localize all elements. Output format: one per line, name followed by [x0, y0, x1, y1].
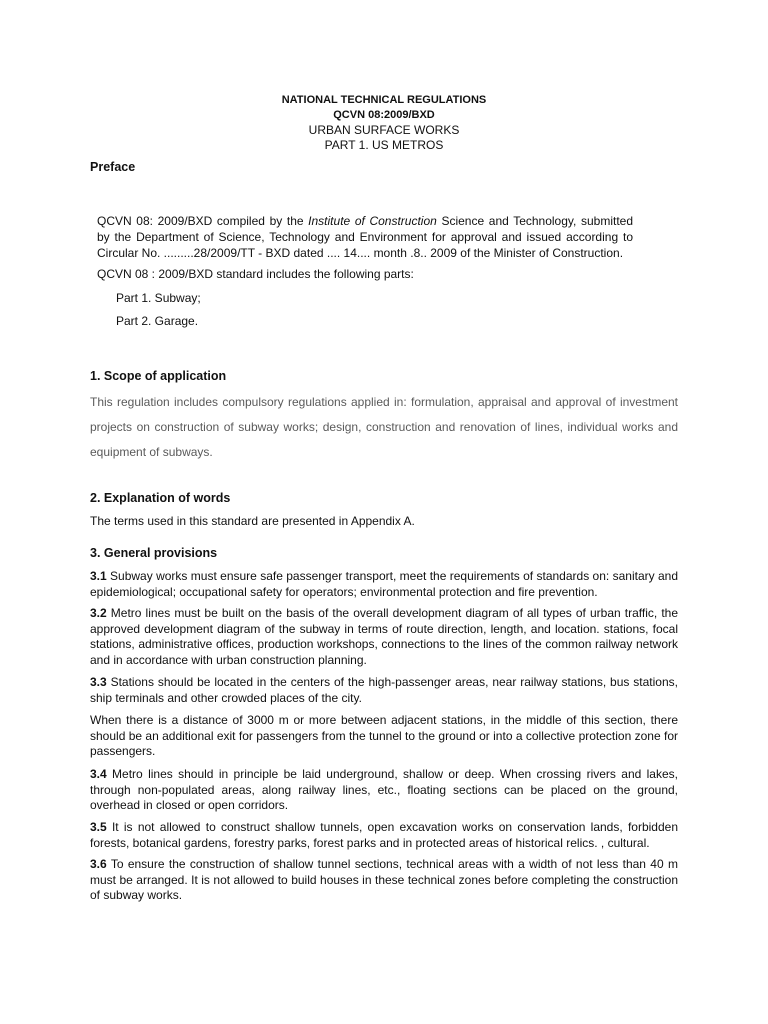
provision-text: Stations should be located in the centers of the high-passenger areas, near railway stations, bus stations, ship terminals and other crowded places of the city. [90, 675, 678, 705]
preface-text-end: Science and Technology, submitted by the Department of Science, Technology and Environment for approval and issued according to Circular No. .........28/2009/TT - BXD dated .... 14.... month .8.. 2009 of the Minister of Construction. [97, 214, 633, 260]
regulation-code: QCVN 08:2009/BXD [333, 109, 435, 121]
part-2-item: Part 2. Garage. [116, 314, 199, 328]
document-header [0, 93, 768, 153]
provision-text: Subway works must ensure safe passenger transport, meet the requirements of standards on: sanitary and epidemiological; occupational safety for operators; environmental protection and fire prevention. [90, 569, 678, 599]
provision-3-5 [90, 820, 678, 851]
preface-heading: Preface [90, 160, 136, 174]
provision-number: 3.3 [90, 675, 107, 689]
regulation-title: NATIONAL TECHNICAL REGULATIONS [281, 94, 487, 106]
provision-number: 3.1 [90, 569, 107, 583]
regulation-part: PART 1. US METROS [324, 138, 444, 152]
provision-3-2 [90, 606, 678, 668]
provision-3-1 [90, 569, 678, 600]
provision-3-4 [90, 767, 678, 814]
provision-3-3 [90, 675, 678, 706]
preface-institute-italic: Institute of Construction [308, 214, 437, 228]
provision-3-6 [90, 857, 678, 904]
section-words-heading: 2. Explanation of words [90, 491, 231, 505]
provision-number: 3.5 [90, 820, 107, 834]
provision-number: 3.4 [90, 767, 107, 781]
preface-paragraph [97, 213, 633, 261]
parts-intro: QCVN 08 : 2009/BXD standard includes the following parts: [97, 267, 414, 281]
provision-number: 3.6 [90, 857, 107, 871]
section-scope-text: This regulation includes compulsory regulations applied in: formulation, appraisal and approval of investment projects on construction of subway works; design, construction and renovation of lines, individual works and equipment of subways. [90, 395, 678, 459]
section-general-heading: 3. General provisions [90, 546, 218, 560]
provision-3-3-continued: When there is a distance of 3000 m or more between adjacent stations, in the middle of this section, there should be an additional exit for passengers from the tunnel to the ground or into a collective protection zone for passengers. [90, 713, 678, 758]
regulation-subtitle: URBAN SURFACE WORKS [308, 123, 460, 137]
section-scope-heading: 1. Scope of application [90, 369, 227, 383]
section-words-text: The terms used in this standard are presented in Appendix A. [90, 514, 415, 528]
provision-text: To ensure the construction of shallow tunnel sections, technical areas with a width of not less than 40 m must be arranged. It is not allowed to build houses in these technical zones before completing the construction of subway works. [90, 857, 678, 902]
provision-text: Metro lines must be built on the basis of the overall development diagram of all types of urban traffic, the approved development diagram of the subway in terms of route direction, length, and location. stations, focal stations, administrative offices, production workshops, connections to the lines of the common railway network and in accordance with urban construction planning. [90, 606, 678, 667]
provision-text: It is not allowed to construct shallow tunnels, open excavation works on conservation lands, forbidden forests, botanical gardens, forestry parks, forest parks and in protected areas of historical relics. , cultural. [90, 820, 678, 850]
provision-text: Metro lines should in principle be laid underground, shallow or deep. When crossing rivers and lakes, through non-populated areas, along railway lines, etc., floating sections can be placed on the ground, overhead in closed or open corridors. [90, 767, 678, 812]
provision-number: 3.2 [90, 606, 107, 620]
part-1-item: Part 1. Subway; [116, 291, 201, 305]
preface-text-start: QCVN 08: 2009/BXD compiled by the [97, 214, 309, 228]
